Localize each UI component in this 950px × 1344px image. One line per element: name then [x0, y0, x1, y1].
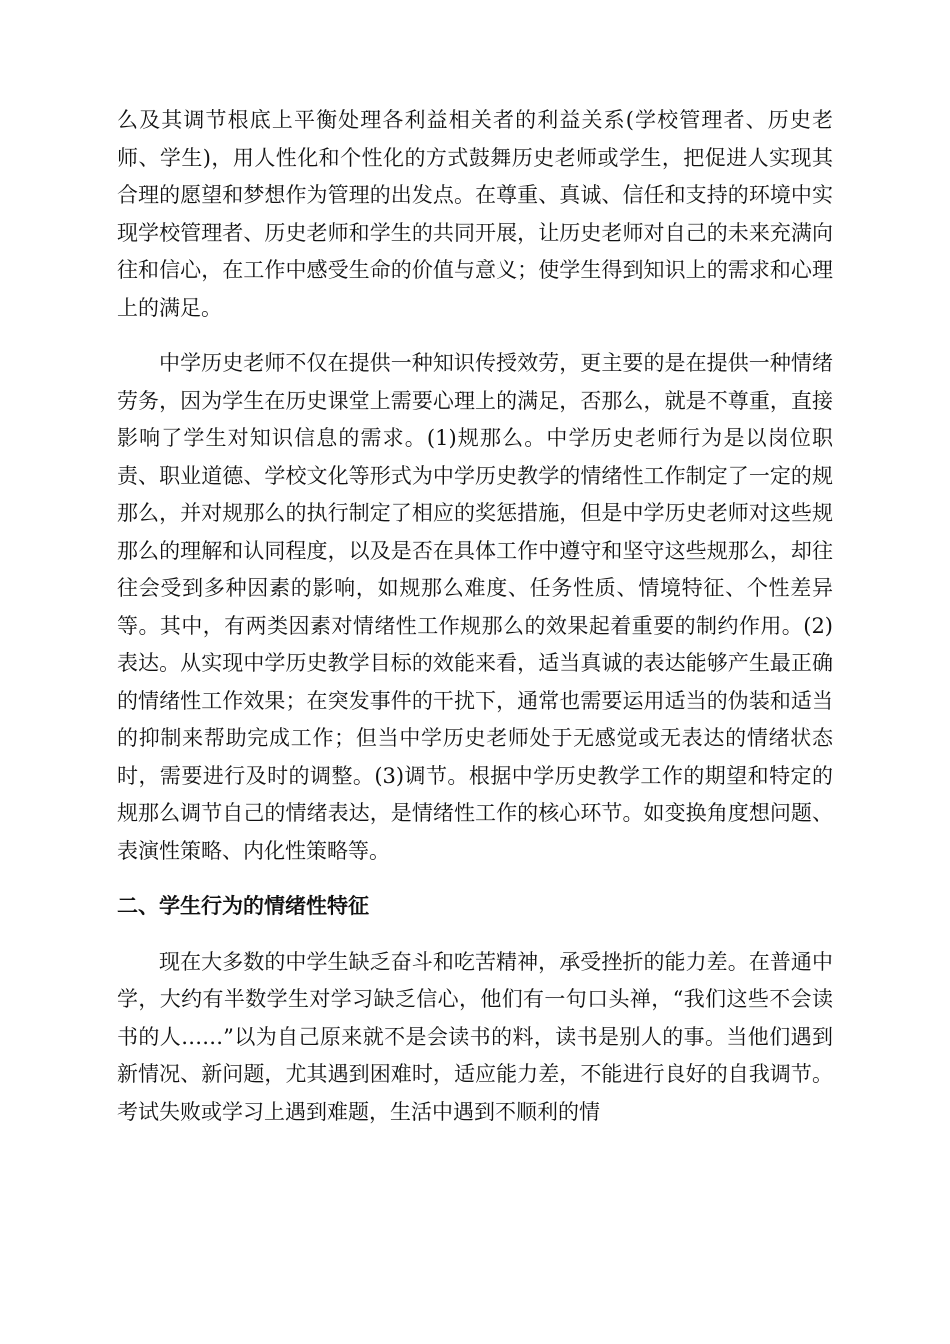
paragraph-student-behavior: 现在大多数的中学生缺乏奋斗和吃苦精神，承受挫折的能力差。在普通中学，大约有半数学生对学习缺乏信心，他们有一句口头禅，“我们这些不会读书的人……”以为自己原来就不是会读书的料，读书是别人的事。当他们遇到新情况、新问题，尤其遇到困难时，适应能力差，不能进行良好的自我调节。考试失败或学习上遇到难题，生活中遇到不顺利的情: [117, 949, 833, 1124]
paragraph-continuation: 么及其调节根底上平衡处理各利益相关者的利益关系(学校管理者、历史老师、学生)，用人性化和个性化的方式鼓舞历史老师或学生，把促进人实现其合理的愿望和梦想作为管理的出发点。在尊重、真诚、信任和支持的环境中实现学校管理者、历史老师和学生的共同开展，让历史老师对自己的未来充满向往和信心，在工作中感受生命的价值与意义；使学生得到知识上的需求和心理上的满足。: [117, 108, 833, 320]
section-heading: 二、学生行为的情绪性特征: [117, 894, 369, 918]
document-body: [117, 102, 833, 1149]
paragraph-emotional-labor: 中学历史老师不仅在提供一种知识传授效劳，更主要的是在提供一种情绪劳务，因为学生在历史课堂上需要心理上的满足，否那么，就是不尊重，直接影响了学生对知识信息的需求。(1)规那么。中学历史老师行为是以岗位职责、职业道德、学校文化等形式为中学历史教学的情绪性工作制定了一定的规那么，并对规那么的执行制定了相应的奖惩措施，但是中学历史老师对这些规那么的理解和认同程度，以及是否在具体工作中遵守和坚守这些规那么，却往往会受到多种因素的影响，如规那么难度、任务性质、情境特征、个性差异等。其中，有两类因素对情绪性工作规那么的效果起着重要的制约作用。(2)表达。从实现中学历史教学目标的效能来看，适当真诚的表达能够产生最正确的情绪性工作效果；在突发事件的干扰下，通常也需要运用适当的伪装和适当的抑制来帮助完成工作；但当中学历史老师处于无感觉或无表达的情绪状态时，需要进行及时的调整。(3)调节。根据中学历史教学工作的期望和特定的规那么调节自己的情绪表达，是情绪性工作的核心环节。如变换角度想问题、表演性策略、内化性策略等。: [117, 351, 833, 863]
